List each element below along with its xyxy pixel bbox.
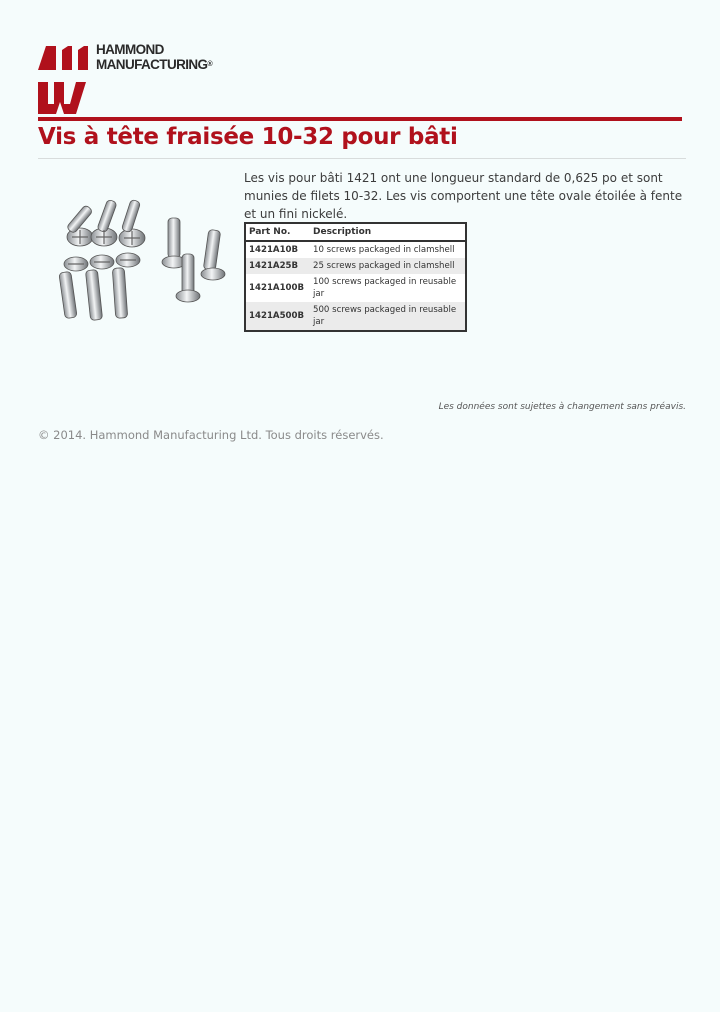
page-title: Vis à tête fraisée 10-32 pour bâti <box>38 124 458 150</box>
brand-line-1: HAMMOND <box>96 42 164 57</box>
part-number: 1421A10B <box>245 241 310 258</box>
parts-table <box>244 222 467 332</box>
disclaimer-notice: Les données sont sujettes à changement sans préavis. <box>438 402 686 412</box>
part-number: 1421A25B <box>245 258 310 274</box>
part-description: 100 screws packaged in reusable jar <box>310 274 466 302</box>
header-part-no: Part No. <box>245 223 310 241</box>
table-row <box>245 302 466 331</box>
part-number: 1421A500B <box>245 302 310 331</box>
part-number: 1421A100B <box>245 274 310 302</box>
hammond-logo-icon <box>38 42 94 114</box>
title-divider <box>38 158 686 159</box>
registered-mark: ® <box>207 61 213 68</box>
table-row <box>245 241 466 258</box>
copyright-text: © 2014. Hammond Manufacturing Ltd. Tous droits réservés. <box>38 428 384 442</box>
brand-line-2 <box>96 57 212 72</box>
part-description: 500 screws packaged in reusable jar <box>310 302 466 331</box>
screws-photo <box>46 190 236 348</box>
product-description: Les vis pour bâti 1421 ont une longueur standard de 0,625 po et sont munies de filets 10-32. Les vis comportent une tête ovale étoilée à fente et un fini nickelé. <box>244 171 683 221</box>
brand-line-2-text: MANUFACTURING <box>96 57 208 72</box>
table-header-row <box>245 223 466 241</box>
part-description: 25 screws packaged in clamshell <box>310 258 466 274</box>
table-row <box>245 274 466 302</box>
header-description: Description <box>310 223 466 241</box>
screws-image <box>46 190 236 348</box>
table-row <box>245 258 466 274</box>
part-description: 10 screws packaged in clamshell <box>310 241 466 258</box>
header-red-bar <box>38 117 682 121</box>
brand-wordmark <box>96 42 212 72</box>
